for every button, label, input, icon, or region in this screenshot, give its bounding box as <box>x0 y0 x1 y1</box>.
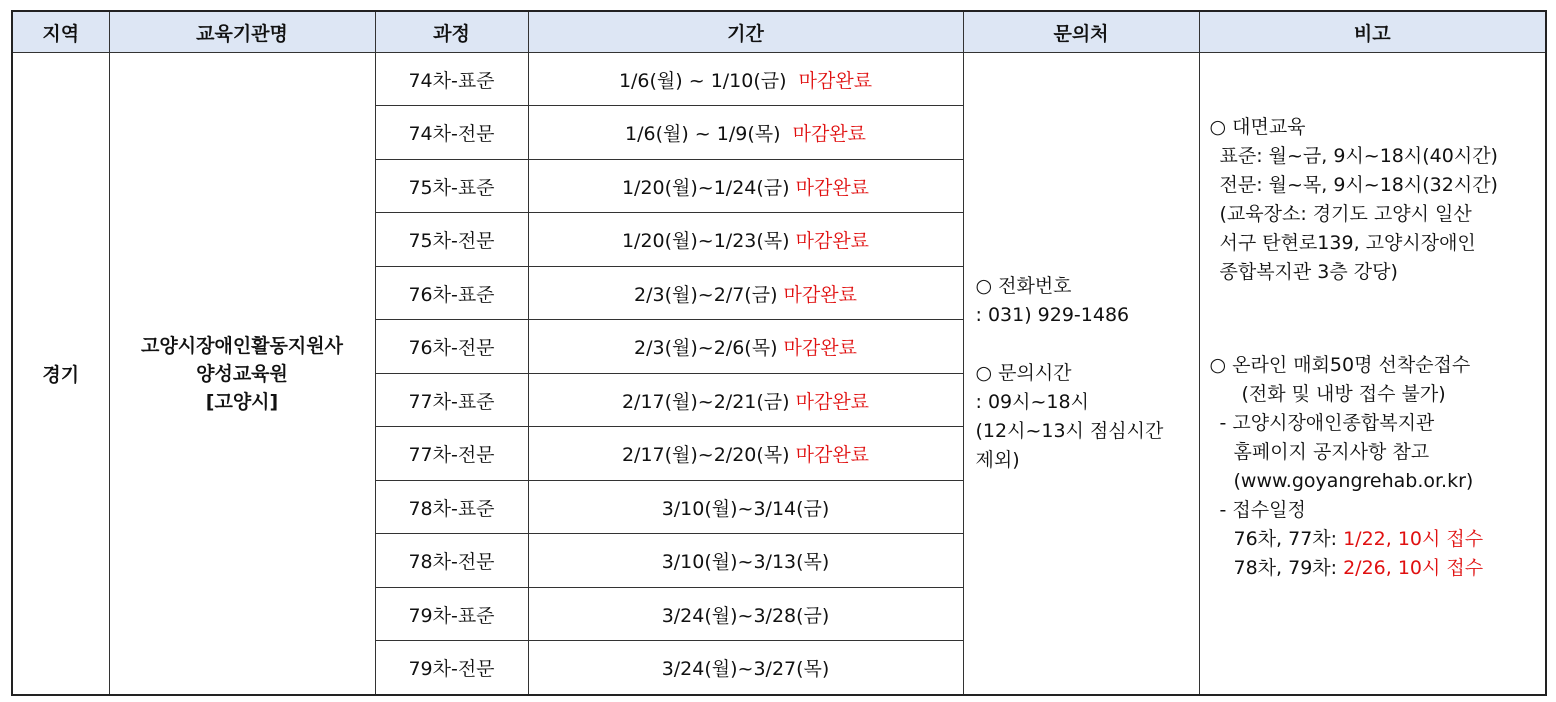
status-closed: 마감완료 <box>795 230 870 253</box>
note-no-phone: (전화 및 내방 접수 불가) <box>1241 383 1446 405</box>
period-cell: 3/10(월)~3/13(목) <box>528 534 963 587</box>
period-cell <box>528 320 963 373</box>
header-contact: 문의처 <box>963 11 1199 53</box>
period-dates: 2/17(월)~2/20(목) <box>621 444 790 467</box>
education-schedule-table <box>11 10 1547 696</box>
header-period: 기간 <box>528 11 963 53</box>
course-cell: 75차-전문 <box>375 213 528 266</box>
phone-label: ○ 전화번호 <box>975 275 1072 297</box>
schedule-76-77-label: 76차, 77차: <box>1233 528 1344 550</box>
period-cell: 3/24(월)~3/28(금) <box>528 587 963 640</box>
period-dates: 1/6(월) ~ 1/9(목) <box>624 123 781 146</box>
institution-name-line1: 고양시장애인활동지원사 <box>141 334 343 357</box>
note-url: (www.goyangrehab.or.kr) <box>1233 470 1474 492</box>
header-course: 과정 <box>375 11 528 53</box>
header-note: 비고 <box>1199 11 1546 53</box>
note-schedule-76-77 <box>1210 525 1546 554</box>
status-closed: 마감완료 <box>792 123 867 146</box>
note-online: ○ 온라인 매회50명 선착순접수 <box>1209 354 1471 376</box>
note-schedule: - 접수일정 <box>1219 499 1306 521</box>
status-closed: 마감완료 <box>795 444 870 467</box>
period-cell: 3/24(월)~3/27(목) <box>528 641 963 695</box>
hours-value: : 09시~18시 <box>975 391 1089 413</box>
period-cell <box>528 213 963 266</box>
institution-location: [고양시] <box>205 390 279 413</box>
institution-cell <box>109 53 375 696</box>
note-schedule-78-79 <box>1210 554 1546 583</box>
header-row <box>12 11 1546 53</box>
note-expert-hours: 전문: 월~목, 9시~18시(32시간) <box>1219 174 1498 196</box>
course-cell: 79차-표준 <box>375 587 528 640</box>
period-cell <box>528 427 963 480</box>
period-cell <box>528 53 963 106</box>
status-closed: 마감완료 <box>798 69 873 92</box>
course-cell: 76차-표준 <box>375 266 528 319</box>
schedule-78-79-label: 78차, 79차: <box>1233 557 1344 579</box>
course-cell: 78차-전문 <box>375 534 528 587</box>
period-dates: 1/6(월) ~ 1/10(금) <box>618 69 787 92</box>
header-institution: 교육기관명 <box>109 11 375 53</box>
course-cell: 78차-표준 <box>375 480 528 533</box>
course-cell: 77차-표준 <box>375 373 528 426</box>
note-standard-hours: 표준: 월~금, 9시~18시(40시간) <box>1219 145 1498 167</box>
institution-name-line2: 양성교육원 <box>196 362 288 385</box>
period-cell: 3/10(월)~3/14(금) <box>528 480 963 533</box>
period-cell <box>528 373 963 426</box>
status-closed: 마감완료 <box>783 283 857 306</box>
period-cell <box>528 106 963 159</box>
course-cell: 77차-전문 <box>375 427 528 480</box>
hours-label: ○ 문의시간 <box>975 362 1072 384</box>
status-closed: 마감완료 <box>795 390 870 413</box>
contact-cell <box>963 53 1199 696</box>
region-cell: 경기 <box>12 53 109 696</box>
course-cell: 75차-표준 <box>375 159 528 212</box>
phone-number: : 031) 929-1486 <box>975 304 1130 326</box>
period-cell <box>528 159 963 212</box>
schedule-78-79-date: 2/26, 10시 접수 <box>1343 557 1484 579</box>
period-cell <box>528 266 963 319</box>
period-dates: 2/3(월)~2/6(목) <box>634 337 778 360</box>
period-dates: 1/20(월)~1/23(목) <box>621 230 790 253</box>
course-cell: 79차-전문 <box>375 641 528 695</box>
note-venue-2: 서구 탄현로139, 고양시장애인 <box>1219 232 1476 254</box>
hours-note-2: 제외) <box>975 449 1020 471</box>
note-venue-1: (교육장소: 경기도 고양시 일산 <box>1219 203 1472 225</box>
schedule-76-77-date: 1/22, 10시 접수 <box>1343 528 1484 550</box>
header-region: 지역 <box>12 11 109 53</box>
note-homepage: 홈페이지 공지사항 참고 <box>1233 441 1430 463</box>
course-cell: 76차-전문 <box>375 320 528 373</box>
course-cell: 74차-표준 <box>375 53 528 106</box>
status-closed: 마감완료 <box>795 176 870 199</box>
period-dates: 2/3(월)~2/7(금) <box>634 283 778 306</box>
note-in-person: ○ 대면교육 <box>1209 116 1306 138</box>
note-welfare-center: - 고양시장애인종합복지관 <box>1219 412 1435 434</box>
note-cell <box>1199 53 1546 696</box>
course-cell: 74차-전문 <box>375 106 528 159</box>
hours-note-1: (12시~13시 점심시간 <box>975 420 1164 442</box>
period-dates: 1/20(월)~1/24(금) <box>621 176 790 199</box>
note-venue-3: 종합복지관 3층 강당) <box>1219 261 1398 283</box>
status-closed: 마감완료 <box>783 337 857 360</box>
table-row <box>12 53 1546 106</box>
period-dates: 2/17(월)~2/21(금) <box>621 390 790 413</box>
